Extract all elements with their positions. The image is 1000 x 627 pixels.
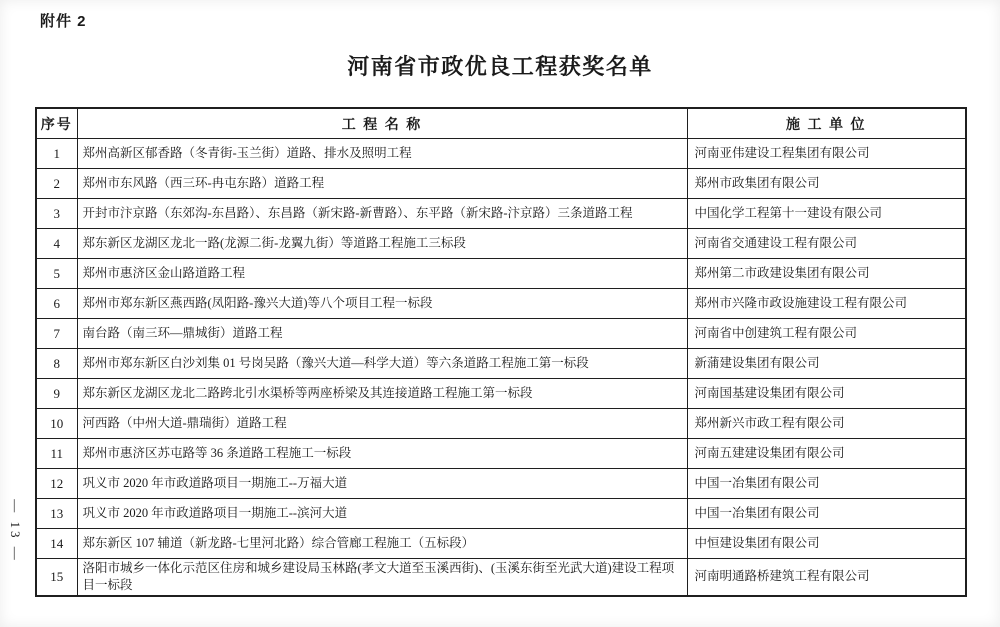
construction-unit-cell: 郑州市兴隆市政设施建设工程有限公司 (687, 289, 966, 319)
project-name-cell: 巩义市 2020 年市政道路项目一期施工--滨河大道 (77, 499, 687, 529)
project-name-cell: 郑州高新区郁香路（冬青街-玉兰街）道路、排水及照明工程 (77, 139, 687, 169)
row-number-cell: 5 (36, 259, 77, 289)
project-name-cell: 郑州市惠济区苏屯路等 36 条道路工程施工一标段 (77, 439, 687, 469)
construction-unit-cell: 郑州第二市政建设集团有限公司 (687, 259, 966, 289)
row-number-cell: 2 (36, 169, 77, 199)
table-row (36, 319, 966, 349)
construction-unit-cell: 河南国基建设集团有限公司 (687, 379, 966, 409)
construction-unit-cell: 中国一冶集团有限公司 (687, 499, 966, 529)
project-name-cell: 南台路（南三环—鼎城街）道路工程 (77, 319, 687, 349)
table-row (36, 529, 966, 559)
construction-unit-cell: 河南亚伟建设工程集团有限公司 (687, 139, 966, 169)
construction-unit-cell: 河南五建建设集团有限公司 (687, 439, 966, 469)
awards-table (35, 107, 967, 597)
attachment-label: 附件 2 (40, 13, 87, 30)
table-row (36, 289, 966, 319)
column-header-unit: 施 工 单 位 (687, 108, 966, 139)
project-name-cell: 郑州市郑东新区白沙刘集 01 号岗吴路（豫兴大道—科学大道）等六条道路工程施工第一标段 (77, 349, 687, 379)
construction-unit-cell: 河南明通路桥建筑工程有限公司 (687, 559, 966, 596)
project-name-cell: 巩义市 2020 年市政道路项目一期施工--万福大道 (77, 469, 687, 499)
table-row (36, 559, 966, 596)
row-number-cell: 4 (36, 229, 77, 259)
project-name-cell: 郑东新区 107 辅道（新龙路-七里河北路）综合管廊工程施工（五标段） (77, 529, 687, 559)
table-row (36, 409, 966, 439)
row-number-cell: 3 (36, 199, 77, 229)
header-row (36, 108, 966, 139)
column-header-project: 工 程 名 称 (77, 108, 687, 139)
table-row (36, 169, 966, 199)
table-header (36, 108, 966, 139)
construction-unit-cell: 河南省中创建筑工程有限公司 (687, 319, 966, 349)
table-row (36, 469, 966, 499)
table-row (36, 439, 966, 469)
construction-unit-cell: 中国化学工程第十一建设有限公司 (687, 199, 966, 229)
page-title: 河南省市政优良工程获奖名单 (347, 54, 653, 79)
table-row (36, 139, 966, 169)
table-row (36, 349, 966, 379)
table-row (36, 499, 966, 529)
table-row (36, 379, 966, 409)
column-header-no: 序号 (36, 108, 77, 139)
project-name-cell: 郑东新区龙湖区龙北一路(龙源二街-龙翼九街）等道路工程施工三标段 (77, 229, 687, 259)
table-body (36, 139, 966, 596)
table-row (36, 199, 966, 229)
row-number-cell: 6 (36, 289, 77, 319)
project-name-cell: 郑州市惠济区金山路道路工程 (77, 259, 687, 289)
page-number: — 13 — (8, 499, 23, 563)
row-number-cell: 7 (36, 319, 77, 349)
row-number-cell: 8 (36, 349, 77, 379)
row-number-cell: 15 (36, 559, 77, 596)
row-number-cell: 1 (36, 139, 77, 169)
table-row (36, 229, 966, 259)
row-number-cell: 14 (36, 529, 77, 559)
construction-unit-cell: 中国一冶集团有限公司 (687, 469, 966, 499)
row-number-cell: 10 (36, 409, 77, 439)
construction-unit-cell: 郑州市政集团有限公司 (687, 169, 966, 199)
construction-unit-cell: 郑州新兴市政工程有限公司 (687, 409, 966, 439)
construction-unit-cell: 河南省交通建设工程有限公司 (687, 229, 966, 259)
project-name-cell: 河西路（中州大道-鼎瑞街）道路工程 (77, 409, 687, 439)
construction-unit-cell: 新蒲建设集团有限公司 (687, 349, 966, 379)
row-number-cell: 12 (36, 469, 77, 499)
row-number-cell: 13 (36, 499, 77, 529)
project-name-cell: 郑州市郑东新区燕西路(凤阳路-豫兴大道)等八个项目工程一标段 (77, 289, 687, 319)
row-number-cell: 11 (36, 439, 77, 469)
project-name-cell: 郑州市东风路（西三环-冉屯东路）道路工程 (77, 169, 687, 199)
project-name-cell: 开封市汴京路（东郊沟-东昌路）、东昌路（新宋路-新曹路）、东平路（新宋路-汴京路）三条道路工程 (77, 199, 687, 229)
table-row (36, 259, 966, 289)
project-name-cell: 洛阳市城乡一体化示范区住房和城乡建设局玉林路(孝文大道至玉溪西街)、(玉溪东街至光武大道)建设工程项目一标段 (77, 559, 687, 596)
project-name-cell: 郑东新区龙湖区龙北二路跨北引水渠桥等两座桥梁及其连接道路工程施工第一标段 (77, 379, 687, 409)
construction-unit-cell: 中恒建设集团有限公司 (687, 529, 966, 559)
row-number-cell: 9 (36, 379, 77, 409)
